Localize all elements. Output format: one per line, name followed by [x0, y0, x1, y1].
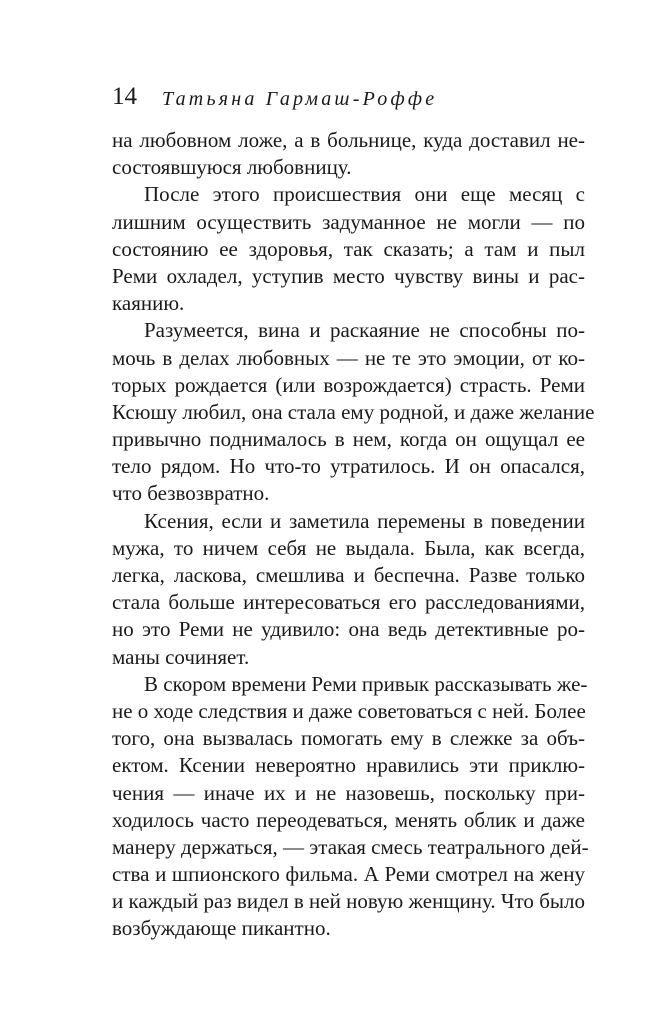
body-text	[112, 127, 595, 943]
text-line: и каждый раз видел в ней новую женщину. Что было	[112, 889, 585, 914]
text-line: Разумеется, вина и раскаяние не способны по-	[144, 318, 585, 343]
text-line: лишним осуществить задуманное не могли — по	[112, 209, 585, 234]
text-line: маны сочиняет.	[112, 644, 250, 669]
text-line: легка, ласкова, смешлива и беспечна. Разве только	[112, 563, 585, 587]
text-line: чения — иначе их и не назовешь, поскольку при-	[112, 780, 585, 805]
text-line: ходилось часто переодеваться, менять облик и даже	[112, 807, 585, 832]
text-line: ства и шпионского фильма. А Реми смотрел на жену	[112, 862, 585, 887]
text-line: состоявшуюся любовницу.	[112, 155, 352, 180]
text-line: ектом. Ксении невероятно нравились эти приклю-	[112, 753, 585, 778]
text-line: что безвозвратно.	[112, 481, 270, 506]
text-line: мужа, то ничем себя не выдала. Была, как всегда,	[112, 535, 585, 560]
text-line: но это Реми не удивило: она ведь детективные ро-	[112, 617, 585, 642]
text-line: того, она вызвалась помогать ему в слежке за объ-	[112, 726, 585, 751]
author-name: Татьяна Гармаш-Роффе	[162, 88, 438, 110]
text-line: возбуждающе пикантно.	[112, 916, 331, 941]
text-line: привычно поднималось в нем, когда он ощущал ее	[112, 427, 585, 452]
text-line: стала больше интересоваться его расследованиями,	[112, 590, 585, 615]
page-number: 14	[112, 83, 137, 110]
text-line: каянию.	[112, 291, 185, 316]
text-line: Ксения, если и заметила перемены в поведении	[144, 508, 585, 533]
text-line: Реми охладел, уступив место чувству вины и рас-	[112, 263, 585, 288]
text-line: Ксюшу любил, она стала ему родной, и даже желание	[112, 399, 595, 424]
running-head	[112, 84, 588, 114]
text-line: После этого происшествия они еще месяц с	[144, 182, 585, 207]
text-line: торых рождается (или возрождается) страсть. Реми	[112, 372, 585, 397]
text-line: не о ходе следствия и даже советоваться с ней. Более	[112, 698, 586, 723]
text-line: состоянию ее здоровья, так сказать; а там и пыл	[112, 236, 585, 261]
text-line: манеру держаться, — этакая смесь театрального дей-	[112, 834, 589, 859]
text-line: на любовном ложе, а в больнице, куда доставил не-	[112, 128, 585, 152]
text-line: мочь в делах любовных — не те это эмоции, от ко-	[112, 345, 585, 370]
text-line: В скором времени Реми привык рассказывать же-	[144, 671, 588, 696]
text-line: тело рядом. Но что-то утратилось. И он опасался,	[112, 454, 585, 479]
